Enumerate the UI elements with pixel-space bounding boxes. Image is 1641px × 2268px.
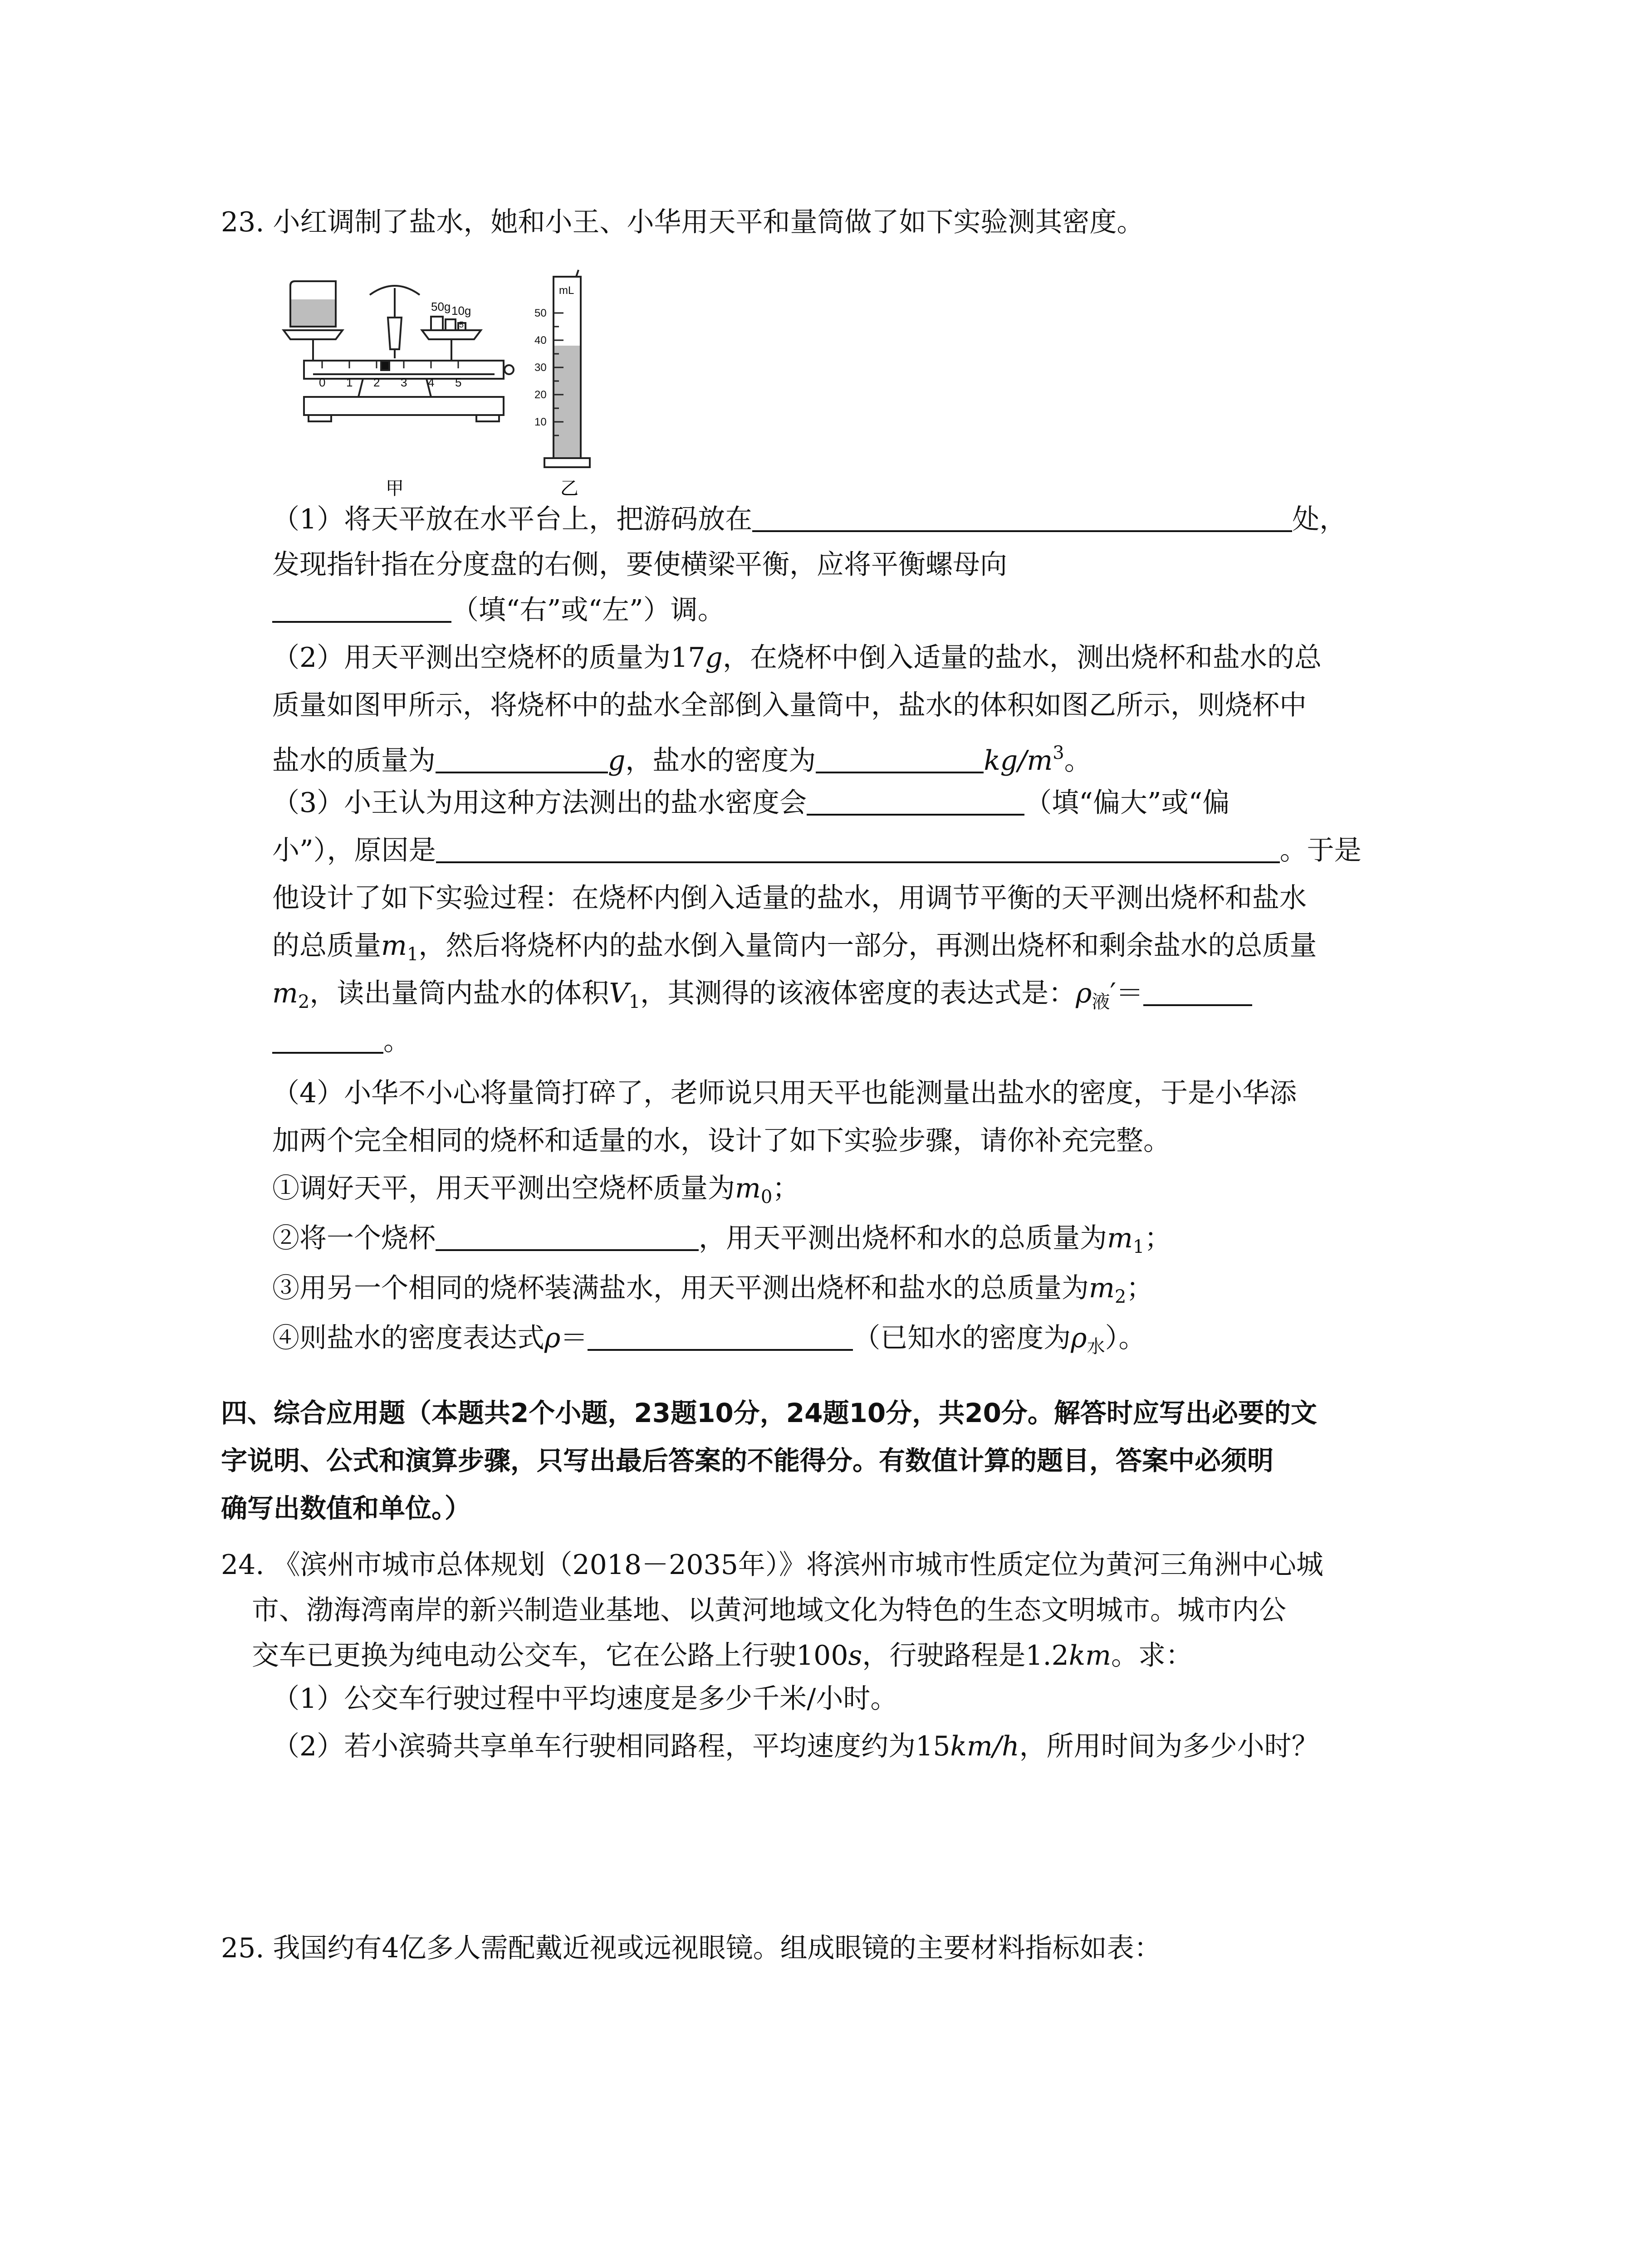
figure-caption-b: 乙 [560,478,578,499]
scale-number: 5 [455,376,462,389]
q23-part3-line5: $m_2$，读出量筒内盐水的体积$V_1$，其测得的该液体密度的表达式是：$\rho_液'=$ [272,975,1252,1020]
weight-label-50g: 50g [431,300,451,313]
section4-heading-line2: 字说明、公式和演算步骤，只写出最后答案的不能得分。有数值计算的题目，答案中必须明 [221,1445,1274,1476]
answer-blank[interactable] [436,1222,699,1251]
scale-number: 4 [428,376,435,389]
q23-part4-line2: 加两个完全相同的烧杯和适量的水，设计了如下实验步骤，请你补充完整。 [272,1125,1171,1157]
weight-label-5: 5 [459,320,464,329]
q25-line1: 25. 我国约有4亿多人需配戴近视或远视眼镜。组成眼镜的主要材料指标如表： [221,1932,1161,1964]
q23-step2: ②将一个烧杯 ，用天平测出烧杯和水的总质量为$m_1$； [272,1222,1172,1257]
cylinder-unit: mL [559,284,574,297]
q23-part1-line2: 发现指针指在分度盘的右侧，要使横梁平衡，应将平衡螺母向 [272,549,1007,581]
scale-number: 0 [319,376,326,389]
scale-number: 2 [373,376,380,389]
cylinder-tick-label: 50 [534,307,547,319]
figure-caption-a: 甲 [386,478,404,499]
q23-part3-line1: （3）小王认为用这种方法测出的盐水密度会 （填“偏大”或“偏 [272,787,1230,819]
section4-heading-line3: 确写出数值和单位。） [221,1493,471,1524]
cylinder-tick-label: 30 [534,362,547,374]
q23-part1-line3: （填“右”或“左”）调。 [272,592,725,628]
answer-blank[interactable] [436,744,608,773]
balance-figure [284,281,514,421]
q23-part3-line3: 他设计了如下实验过程：在烧杯内倒入适量的盐水，用调节平衡的天平测出烧杯和盐水 [272,882,1307,914]
cylinder-tick-label: 20 [534,389,547,401]
q23-part2-line3: 盐水的质量为 g，盐水的密度为 $kg/m^3$。 [272,743,1092,777]
scale-number: 3 [401,376,407,389]
q24-line1: 24. 《滨州市城市总体规划（2018－2035年）》将滨州市城市性质定位为黄河三角洲中心城 [221,1549,1323,1581]
q23-stem: 23. 小红调制了盐水，她和小王、小华用天平和量筒做了如下实验测其密度。 [221,206,1144,238]
answer-blank[interactable] [1143,977,1252,1006]
q23-step3: ③用另一个相同的烧杯装满盐水，用天平测出烧杯和盐水的总质量为$m_2$； [272,1272,1154,1307]
q23-part4-line1: （4）小华不小心将量筒打碎了，老师说只用天平也能测量出盐水的密度，于是小华添 [272,1077,1297,1109]
section4-heading-line1: 四、综合应用题（本题共2个小题，23题10分，24题10分，共20分。解答时应写出必要的文 [221,1398,1317,1428]
graduated-cylinder [534,270,590,467]
q23-figure [277,268,622,503]
q23-step1: ①调好天平，用天平测出空烧杯质量为$m_0$； [272,1173,800,1207]
q23-part3-line2: 小”），原因是 。于是 [272,835,1362,866]
weight-label-10g: 10g [451,304,471,318]
q23-step4: ④则盐水的密度表达式ρ＝ （已知水的密度为$\rho_水$）。 [272,1322,1146,1357]
answer-blank[interactable] [272,594,451,623]
cylinder-liquid [554,346,580,457]
q24-sub1: （1）公交车行驶过程中平均速度是多少千米/小时。 [272,1683,898,1715]
q23-part3-line4: 的总质量$m_1$，然后将烧杯内的盐水倒入量筒内一部分，再测出烧杯和剩余盐水的总质量 [272,930,1317,965]
q24-line2: 市、渤海湾南岸的新兴制造业基地、以黄河地域文化为特色的生态文明城市。城市内公 [252,1594,1286,1626]
scale-number: 1 [346,376,353,389]
q24-sub2: （2）若小滨骑共享单车行驶相同路程，平均速度约为15km/h，所用时间为多少小时？ [272,1730,1319,1762]
q23-part3-line6: 。 [272,1023,411,1059]
answer-blank[interactable] [436,834,1280,863]
answer-blank[interactable] [807,787,1024,816]
q23-part1-line1: （1）将天平放在水平台上，把游码放在 处， [272,503,1347,535]
cylinder-tick-label: 40 [534,334,547,347]
q23-part2-line2: 质量如图甲所示，将烧杯中的盐水全部倒入量筒中，盐水的体积如图乙所示，则烧杯中 [272,689,1307,721]
answer-blank[interactable] [588,1322,853,1351]
answer-blank[interactable] [816,744,984,773]
q24-line3: 交车已更换为纯电动公交车，它在公路上行驶100s，行驶路程是1.2km。求： [252,1640,1193,1672]
answer-blank[interactable] [752,503,1292,532]
cylinder-tick-label: 10 [534,416,547,428]
q23-part2-line1: （2）用天平测出空烧杯的质量为17g，在烧杯中倒入适量的盐水，测出烧杯和盐水的总 [272,642,1322,674]
answer-blank[interactable] [272,1025,383,1054]
